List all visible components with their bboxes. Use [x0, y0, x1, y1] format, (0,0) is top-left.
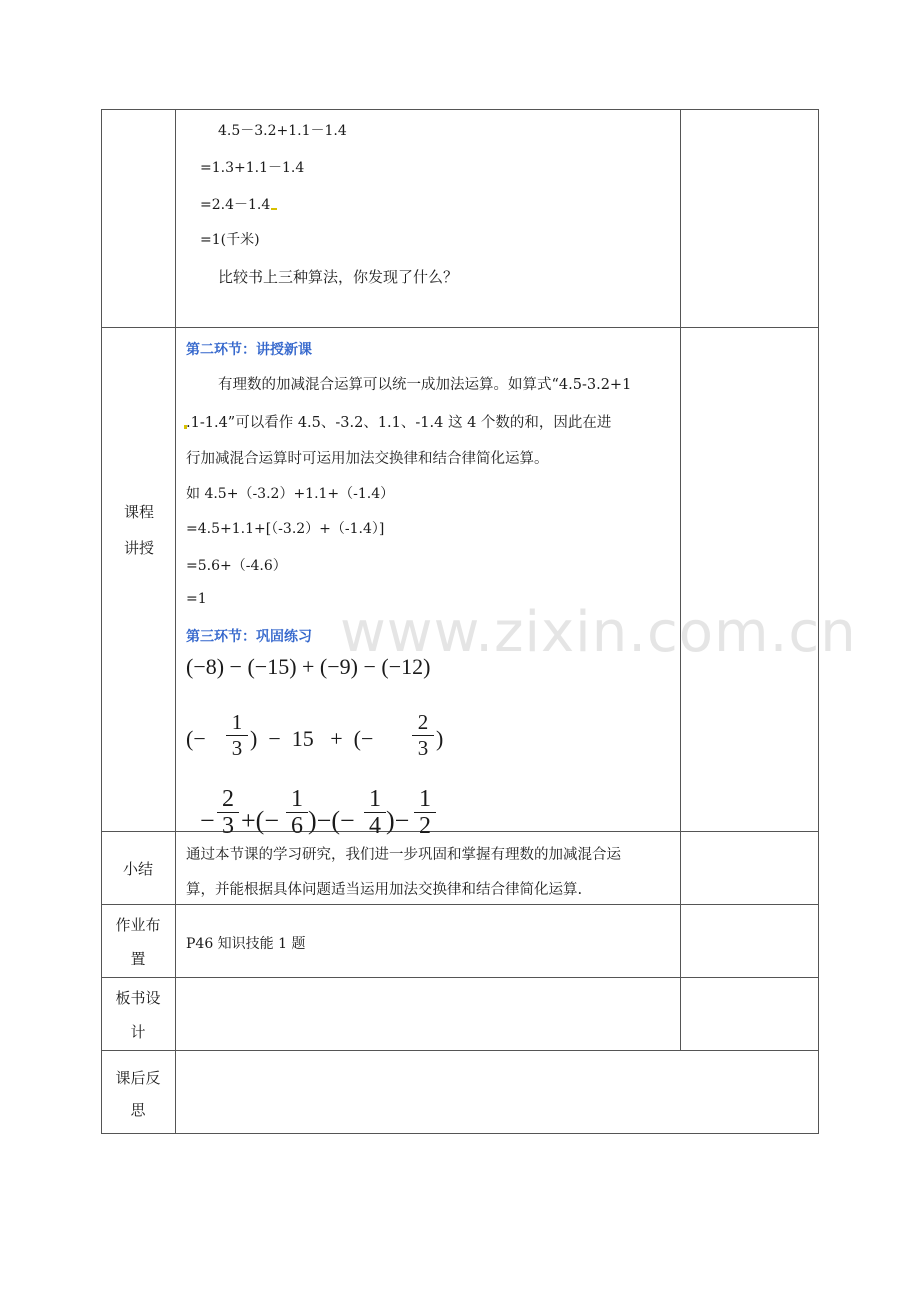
homework-text: P46 知识技能 1 题 [186, 936, 306, 952]
section3-heading: 第三环节：巩固练习 [186, 629, 312, 645]
expr3-denominator-3: 4 [369, 813, 381, 839]
expr3-numerator-1: 2 [222, 786, 234, 812]
calc-line-4: =1(千米) [200, 232, 260, 248]
row-divider [101, 904, 819, 905]
expr3-fraction-4 [414, 786, 436, 839]
summary-label: 小结 [122, 860, 153, 878]
reflection-label: 课后反思 [115, 1069, 161, 1119]
row-divider [101, 1050, 819, 1051]
expr2-fraction-2 [412, 710, 434, 761]
section2-para-line-3: 行加减混合运算时可运用加法交换律和结合律简化运算。 [186, 451, 549, 467]
board-label: 板书设计 [115, 989, 161, 1041]
example-line-1: 如 4.5+（-3.2）+1.1+（-1.4） [186, 486, 395, 502]
expr2-numerator-1: 1 [231, 710, 243, 734]
table-border-left [101, 109, 102, 1134]
expr3-numerator-2: 1 [291, 786, 303, 812]
expr3-fraction-3 [364, 786, 386, 839]
expr3-denominator-2: 6 [291, 813, 303, 839]
expr2-fraction-1 [226, 710, 248, 761]
row-divider [101, 327, 819, 328]
section2-heading: 第二环节：讲授新课 [186, 342, 312, 358]
summary-line-1: 通过本节课的学习研究，我们进一步巩固和掌握有理数的加减混合运 [186, 847, 621, 863]
row-divider [101, 977, 819, 978]
expr3-fraction-1 [217, 786, 239, 839]
column-divider [175, 109, 176, 1134]
example-line-3: =5.6+（-4.6） [186, 558, 287, 574]
expr3-numerator-3: 1 [369, 786, 381, 812]
expr3-lead: − [200, 806, 215, 835]
expr2-open: (− [186, 726, 206, 751]
expr2-denominator-2: 3 [417, 736, 429, 760]
homework-label: 作业布置 [115, 916, 161, 968]
expr3-fraction-2 [286, 786, 308, 839]
example-line-4: =1 [186, 591, 207, 607]
section2-para-line-2: .1-1.4”可以看作 4.5、-3.2、1.1、-1.4 这 4 个数的和，因此在进 [186, 415, 612, 431]
column-divider [680, 109, 681, 1051]
expr3-op-1: +(− [241, 806, 279, 835]
expr3-denominator-1: 3 [222, 813, 234, 839]
question-line: 比较书上三种算法，你发现了什么？ [218, 268, 459, 286]
expr3-denominator-4: 2 [419, 813, 431, 839]
summary-line-2: 算，并能根据具体问题适当运用加法交换律和结合律简化运算. [186, 882, 583, 898]
table-border-top [101, 109, 819, 110]
lesson-label: 课程讲授 [124, 503, 155, 557]
expr2-close: ) [436, 726, 444, 751]
table-border-bottom [101, 1133, 819, 1134]
calc-line-1: 4.5－3.2+1.1－1.4 [218, 123, 347, 139]
expr3-op-2: )−(− [308, 806, 355, 835]
expr3-numerator-4: 1 [419, 786, 431, 812]
highlight-mark [271, 208, 277, 210]
expr2-middle: ) − 15 + (− [250, 726, 374, 751]
calc-line-2: =1.3+1.1－1.4 [200, 160, 305, 176]
example-line-2: =4.5+1.1+[（-3.2）+（-1.4）] [186, 521, 385, 537]
watermark: www.zixin.com.cn [340, 600, 857, 665]
expr3-op-3: )− [386, 806, 410, 835]
expr2-denominator-1: 3 [231, 736, 243, 760]
calc-line-3: =2.4－1.4 [200, 197, 271, 213]
exercise-expression-1: (−8) − (−15) + (−9) − (−12) [186, 654, 431, 679]
section2-para-line-1: 有理数的加减混合运算可以统一成加法运算。如算式“4.5-3.2+1 [218, 377, 632, 393]
expr2-numerator-2: 2 [417, 710, 429, 734]
